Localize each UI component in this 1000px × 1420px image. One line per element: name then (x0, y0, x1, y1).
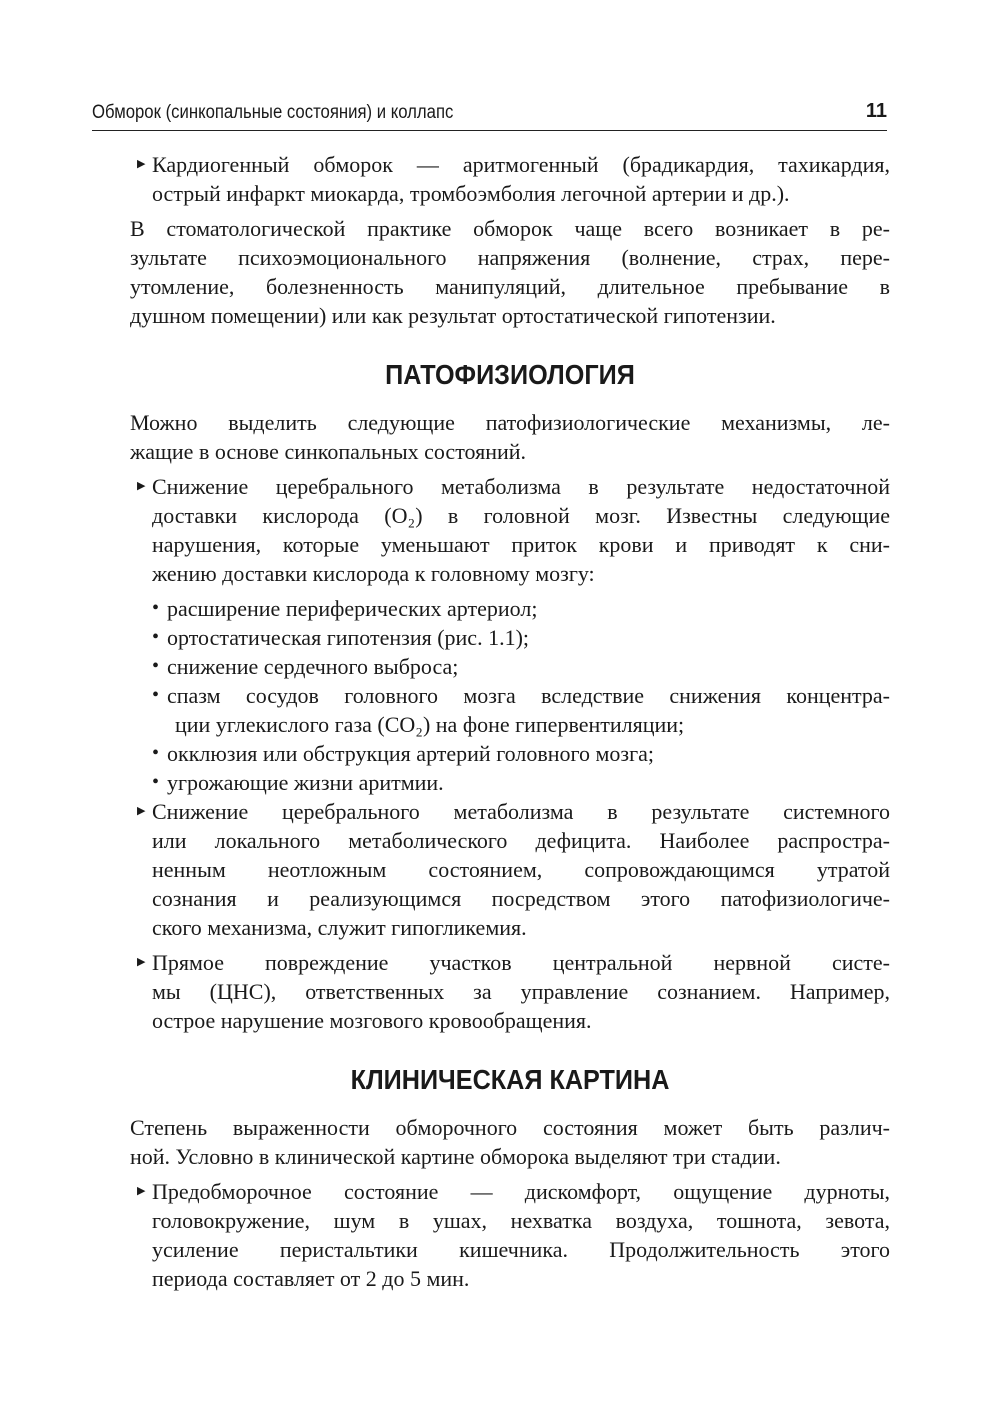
text-line: спазм сосудов головного мозга вследствие снижения концентра- (167, 683, 890, 708)
text-line: утомление, болезненность манипуляций, длительное пребывание в (130, 274, 890, 299)
triangle-bullet-icon: ▶ (137, 956, 146, 968)
section-heading: КЛИНИЧЕСКАЯ КАРТИНА (350, 1064, 670, 1095)
triangle-bullet-icon: ▶ (137, 1185, 146, 1197)
text-line: головокружение, шум в ушах, нехватка воздуха, тошнота, зевота, (152, 1208, 890, 1233)
text-line: В стоматологической практике обморок чаще всего возникает в ре- (130, 216, 890, 241)
text-line: ненным неотложным состоянием, сопровождающимся утратой (152, 857, 890, 882)
dot-bullet-icon: • (152, 684, 160, 706)
paragraph (130, 1113, 890, 1171)
dot-bullet-icon: • (152, 655, 160, 677)
triangle-bullet-icon: ▶ (137, 480, 146, 492)
text-line: ортостатическая гипотензия (рис. 1.1); (167, 625, 530, 650)
sub-list-item (130, 652, 890, 681)
sub-list-item (130, 739, 890, 768)
triangle-bullet-icon: ▶ (137, 805, 146, 817)
text-line: Кардиогенный обморок — аритмогенный (брадикардия, тахикардия, (152, 152, 890, 177)
section-heading: ПАТОФИЗИОЛОГИЯ (385, 359, 635, 390)
text-line: доставки кислорода (O₂) в головной мозг. Известны следующие (152, 503, 890, 528)
paragraph (130, 408, 890, 466)
page-number: 11 (865, 100, 887, 122)
list-item (130, 150, 890, 208)
text-line: сознания и реализующимся посредством этого патофизиологиче- (152, 886, 890, 911)
paragraph (130, 214, 890, 330)
running-header-title: Обморок (синкопальные состояния) и коллапс (92, 102, 454, 123)
text-line: периода составляет от 2 до 5 мин. (152, 1266, 470, 1291)
text-line: или локального метаболического дефицита. Наиболее распростра- (152, 828, 890, 853)
text-line: ского механизма, служит гипогликемия. (152, 915, 527, 940)
text-line: жению доставки кислорода к головному мозгу: (152, 561, 595, 586)
text-line: нарушения, которые уменьшают приток крови и приводят к сни- (152, 532, 890, 557)
text-line: Прямое повреждение участков центральной нервной систе- (152, 950, 890, 975)
text-line: острое нарушение мозгового кровообращения. (152, 1008, 592, 1033)
list-item (130, 948, 890, 1035)
text-line: душном помещении) или как результат ортостатической гипотензии. (130, 303, 776, 328)
text-line: ной. Условно в клинической картине обморока выделяют три стадии. (130, 1144, 781, 1169)
text-line: снижение сердечного выброса; (167, 654, 459, 679)
text-line: расширение периферических артериол; (167, 596, 538, 621)
text-line: Снижение церебрального метаболизма в результате системного (152, 799, 890, 824)
list-item (130, 797, 890, 942)
text-line: Можно выделить следующие патофизиологические механизмы, ле- (130, 410, 890, 435)
sub-list-item (130, 768, 890, 797)
page-body (130, 150, 890, 1299)
dot-bullet-icon: • (152, 771, 160, 793)
text-line: ции углекислого газа (CO₂) на фоне гипервентиляции; (175, 712, 685, 737)
text-line: острый инфаркт миокарда, тромбоэмболия легочной артерии и др.). (152, 181, 790, 206)
sub-list-item (130, 594, 890, 623)
text-line: жащие в основе синкопальных состояний. (130, 439, 527, 464)
text-line: Предобморочное состояние — дискомфорт, ощущение дурноты, (152, 1179, 890, 1204)
text-line: мы (ЦНС), ответственных за управление сознанием. Например, (152, 979, 890, 1004)
text-line: зультате психоэмоционального напряжения (волнение, страх, пере- (130, 245, 890, 270)
text-line: Степень выраженности обморочного состояния может быть различ- (130, 1115, 890, 1140)
text-line: окклюзия или обструкция артерий головного мозга; (167, 741, 655, 766)
sub-list-item (130, 623, 890, 652)
dot-bullet-icon: • (152, 597, 160, 619)
text-line: Снижение церебрального метаболизма в результате недостаточной (152, 474, 890, 499)
dot-bullet-icon: • (152, 742, 160, 764)
sub-list-item (130, 681, 890, 739)
running-header (92, 100, 887, 131)
triangle-bullet-icon: ▶ (137, 158, 146, 170)
dot-bullet-icon: • (152, 626, 160, 648)
list-item (130, 1177, 890, 1293)
text-line: угрожающие жизни аритмии. (167, 770, 444, 795)
list-item (130, 472, 890, 588)
text-line: усиление перистальтики кишечника. Продолжительность этого (152, 1237, 890, 1262)
